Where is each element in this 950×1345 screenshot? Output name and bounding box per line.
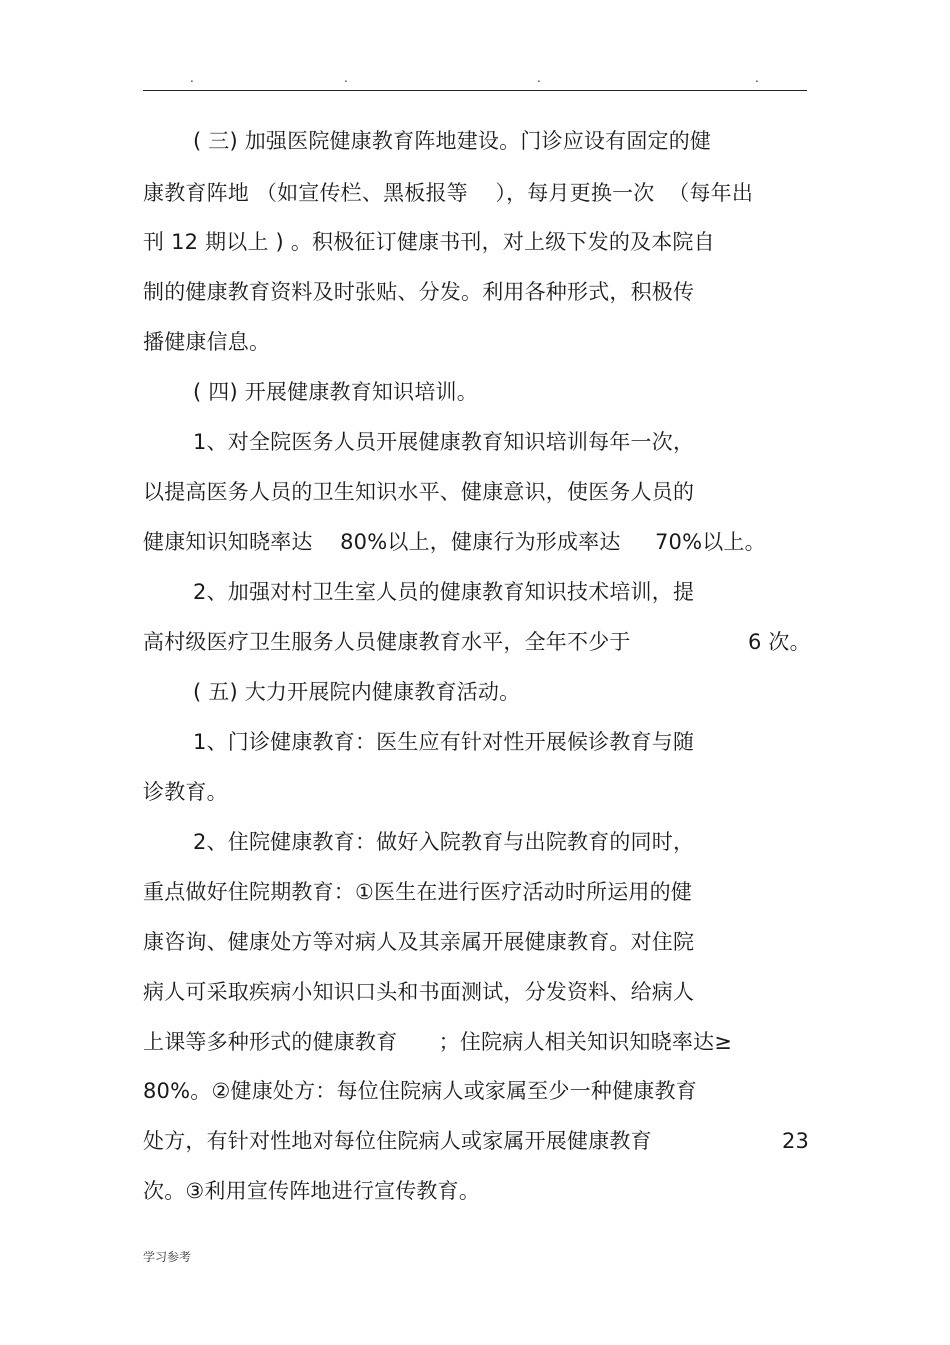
section-4-heading: ( 四) 开展健康教育知识培训。 xyxy=(193,380,478,404)
header-rule xyxy=(143,90,807,91)
paragraph-line: 2、加强对村卫生室人员的健康教育知识技术培训，提 xyxy=(193,580,695,604)
paragraph-line: 1、门诊健康教育：医生应有针对性开展候诊教育与随 xyxy=(193,730,695,754)
paragraph-line: 2、住院健康教育：做好入院教育与出院教育的同时， xyxy=(193,830,695,854)
paragraph-line-tail: 23 xyxy=(782,1129,810,1153)
header-dot: . xyxy=(190,71,194,85)
paragraph-line-tail: 6 次。 xyxy=(748,630,811,654)
paragraph-line: 重点做好住院期教育：①医生在进行医疗活动时所运用的健 xyxy=(143,880,693,904)
page-footer: 学习参考 xyxy=(143,1250,192,1264)
header-dot: . xyxy=(537,71,541,85)
paragraph-line: 播健康信息。 xyxy=(143,330,271,354)
paragraph-line: 病人可采取疾病小知识口头和书面测试，分发资料、给病人 xyxy=(143,980,695,1004)
paragraph-line: 处方，有针对性地对每位住院病人或家属开展健康教育 xyxy=(143,1129,652,1153)
paragraph-line: 高村级医疗卫生服务人员健康教育水平，全年不少于 xyxy=(143,630,631,654)
paragraph-line: 80%。②健康处方：每位住院病人或家属至少一种健康教育 xyxy=(143,1079,697,1103)
paragraph-line: 制的健康教育资料及时张贴、分发。利用各种形式，积极传 xyxy=(143,280,695,304)
header-dot: . xyxy=(344,71,348,85)
paragraph-line: 诊教育。 xyxy=(143,780,228,804)
section-3-heading: ( 三) 加强医院健康教育阵地建设。门诊应设有固定的健 xyxy=(193,129,712,153)
paragraph-line: 1、对全院医务人员开展健康教育知识培训每年一次， xyxy=(193,430,695,454)
paragraph-line: 以提高医务人员的卫生知识水平、健康意识，使医务人员的 xyxy=(143,480,695,504)
header-dot: . xyxy=(755,71,759,85)
section-5-heading: ( 五) 大力开展院内健康教育活动。 xyxy=(193,680,521,704)
paragraph-line: 康教育阵地 （如宣传栏、黑板报等 ），每月更换一次 （每年出 xyxy=(143,181,754,205)
paragraph-line: 健康知识知晓率达 80%以上，健康行为形成率达 70%以上。 xyxy=(143,530,766,554)
paragraph-line: 上课等多种形式的健康教育 ；住院病人相关知识知晓率达≥ xyxy=(143,1030,733,1054)
paragraph-line: 次。③利用宣传阵地进行宣传教育。 xyxy=(143,1179,481,1203)
paragraph-line: 刊 12 期以上 ) 。积极征订健康书刊，对上级下发的及本院自 xyxy=(143,230,715,254)
paragraph-line: 康咨询、健康处方等对病人及其亲属开展健康教育。对住院 xyxy=(143,930,695,954)
